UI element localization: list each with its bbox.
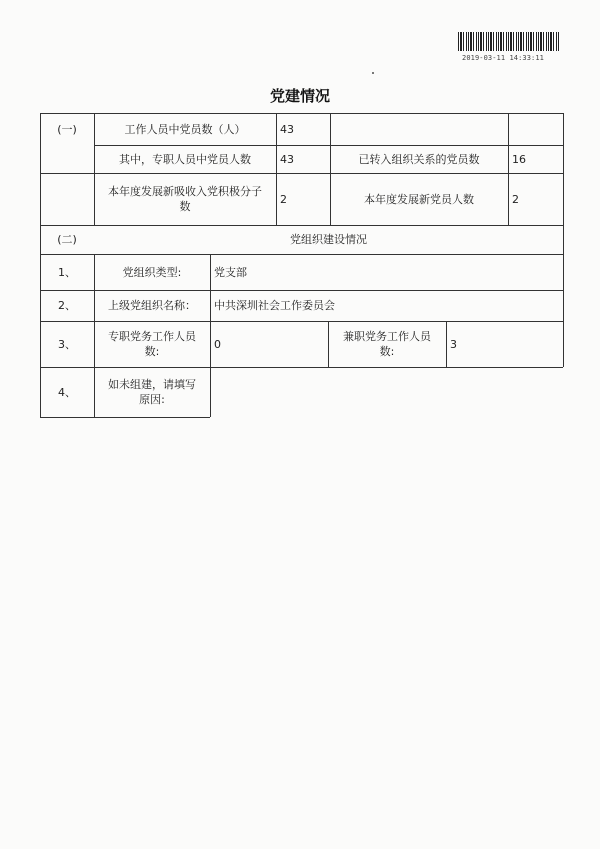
org-type-value: 党支部 — [214, 265, 247, 279]
not-established-reason-value — [210, 367, 563, 417]
new-members-value: 2 — [512, 192, 519, 206]
row-3-number: 3、 — [58, 337, 76, 351]
parent-org-value: 中共深圳社会工作委员会 — [214, 299, 335, 312]
fulltime-party-members-label: 其中，专职人员中党员人数 — [119, 152, 251, 166]
transferred-members-value: 16 — [512, 152, 526, 166]
parent-org-label: 上级党组织名称： — [108, 299, 196, 312]
page-title: 党建情况 — [269, 87, 330, 105]
transferred-members-label: 已转入组织关系的党员数 — [358, 152, 480, 166]
activists-label: 本年度发展新吸收入党积极分子数 — [108, 185, 262, 213]
staff-party-members-label: 工作人员中党员数（人） — [124, 122, 246, 136]
speck — [372, 72, 374, 74]
fulltime-party-members-value: 43 — [280, 152, 294, 166]
print-timestamp: 2019-03-11 14:33:11 — [462, 54, 544, 62]
staff-party-members-value: 43 — [280, 122, 294, 136]
section-2-heading: 党组织建设情况 — [290, 233, 367, 246]
new-members-label: 本年度发展新党员人数 — [364, 192, 474, 206]
row-1-number: 1、 — [58, 265, 76, 279]
org-type-label: 党组织类型: — [122, 265, 182, 279]
not-established-reason-label: 如未组建，请填写原因: — [108, 378, 196, 406]
row-4-number: 4、 — [58, 385, 76, 399]
section-1-number: (一) — [57, 122, 77, 136]
section-2-number: (二) — [57, 233, 77, 246]
parttime-workers-label: 兼职党务工作人员数: — [343, 330, 431, 358]
fulltime-workers-value: 0 — [214, 337, 221, 351]
barcode-icon — [458, 32, 560, 51]
activists-value: 2 — [280, 192, 287, 206]
party-building-table — [40, 113, 563, 417]
parttime-workers-value: 3 — [450, 337, 457, 351]
fulltime-workers-label: 专职党务工作人员数: — [108, 330, 196, 358]
row-2-number: 2、 — [58, 299, 76, 312]
